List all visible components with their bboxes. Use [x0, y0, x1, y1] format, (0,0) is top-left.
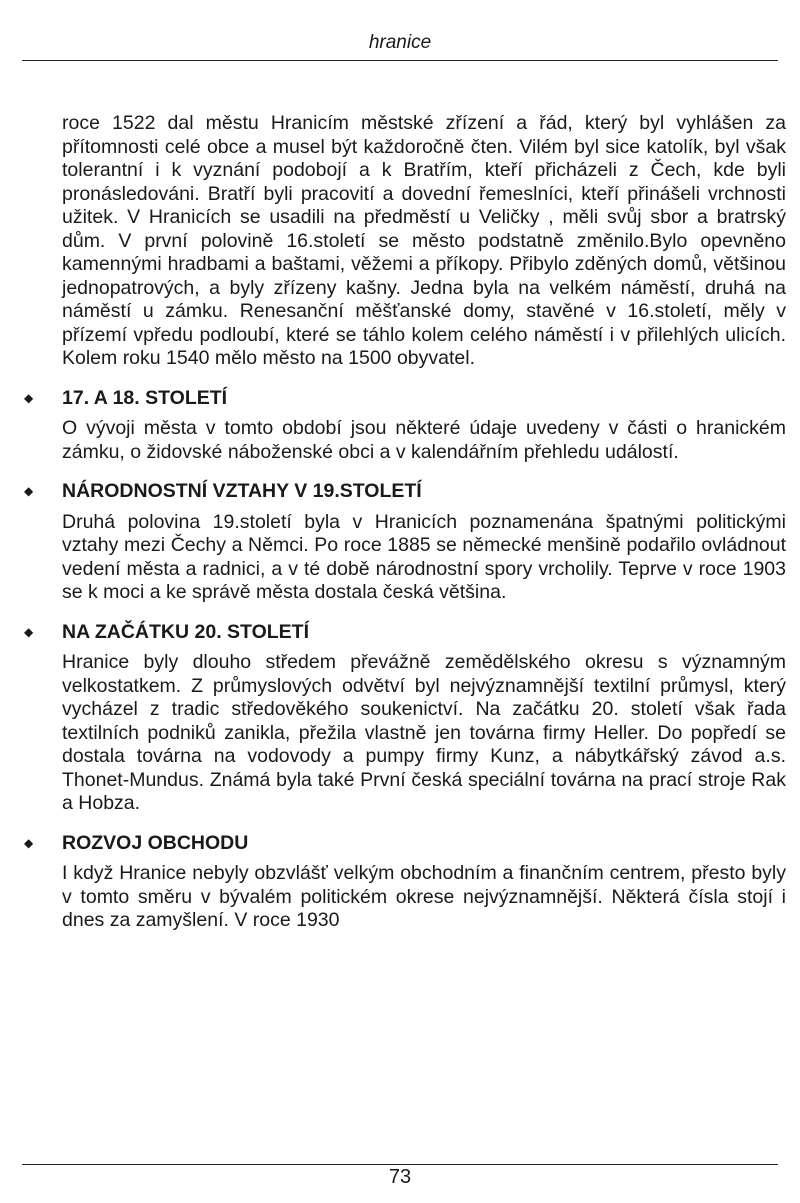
section-heading-text: ROZVOJ OBCHODU — [62, 831, 249, 854]
section-heading — [24, 386, 786, 411]
page-number: 73 — [388, 1166, 412, 1188]
section-paragraph: O vývoji města v tomto období jsou některé údaje uvedeny v části o hranickém zámku, o židovské náboženské obci a v kalendářním přehledu událostí. — [62, 417, 786, 463]
section-heading-text: 17. A 18. STOLETÍ — [62, 386, 228, 409]
section-paragraph: Hranice byly dlouho středem převážně zemědělského okresu s významným velkostatkem. Z průmyslových odvětví byl nejvýznamnější textilní průmysl, který vycházel z tradic středověkého soukenictví. Na začátku 20. století však řada textilních podniků zanikla, přežila vlastně jen továrna firmy Heller. Do popředí se dostala továrna na vodovody a pumpy firmy Kunz, a nábytkářský závod a.s. Thonet-Mundus. Známá byla také První česká speciální továrna na prací stroje Rak a Hobza. — [62, 651, 786, 814]
header-divider — [22, 60, 778, 61]
diamond-bullet-icon: ◆ — [24, 390, 34, 405]
intro-paragraph: roce 1522 dal městu Hranicím městské zřízení a řád, který byl vyhlášen za přítomnosti celé obce a musel být každoročně čten. Vilém byl sice katolík, byl však tolerantní i k vyznání podobojí a k Bratřím, kteří přicházeli z Čech, kde byli pronásledováni. Bratří byli pracovití a dovední řemeslníci, kteří přinášeli vrchnosti užitek. V Hranicích se usadili na předměstí u Veličky , měli svůj sbor a bratrský dům. V první polovině 16.století se město podstatně změnilo.Bylo opevněno kamennými hradbami a baštami, věžemi a příkopy. Přibylo zděných domů, většinou jednopatrových, a byly zřízeny kašny. Jedna byla na velkém náměstí, druhá na náměstí u zámku. Renesanční měšťanské domy, stavěné v 16.století, měly v přízemí vpředu podloubí, které se táhlo kolem celého náměstí i v přilehlých ulicích. Kolem roku 1540 mělo město na 1500 obyvatel. — [62, 112, 786, 369]
page-body — [24, 112, 786, 933]
diamond-bullet-icon: ◆ — [24, 624, 34, 639]
section-paragraph: Druhá polovina 19.století byla v Hranicích poznamenána špatnými politickými vztahy mezi Čechy a Němci. Po roce 1885 se německé menšině podařilo ovládnout vedení města a radnici, a v té době národnostní spory vrcholily. Teprve v roce 1903 se k moci a ke správě města dostala česká většina. — [62, 510, 786, 603]
diamond-bullet-icon: ◆ — [24, 835, 34, 850]
section-heading-text: NA ZAČÁTKU 20. STOLETÍ — [62, 620, 310, 643]
section-heading — [24, 831, 786, 856]
diamond-bullet-icon: ◆ — [24, 484, 34, 498]
running-header: hranice — [368, 32, 432, 53]
footer-divider — [22, 1164, 778, 1165]
section-heading — [24, 620, 786, 645]
section-paragraph: I když Hranice nebyly obzvlášť velkým obchodním a finančním centrem, přesto byly v tomto směru v bývalém politickém okrese nejvýznamnější. Některá čísla stojí i dnes za zamyšlení. V roce 1930 — [62, 862, 786, 931]
section-heading — [24, 480, 786, 504]
section-heading-text: NÁRODNOSTNÍ VZTAHY V 19.STOLETÍ — [62, 480, 422, 502]
